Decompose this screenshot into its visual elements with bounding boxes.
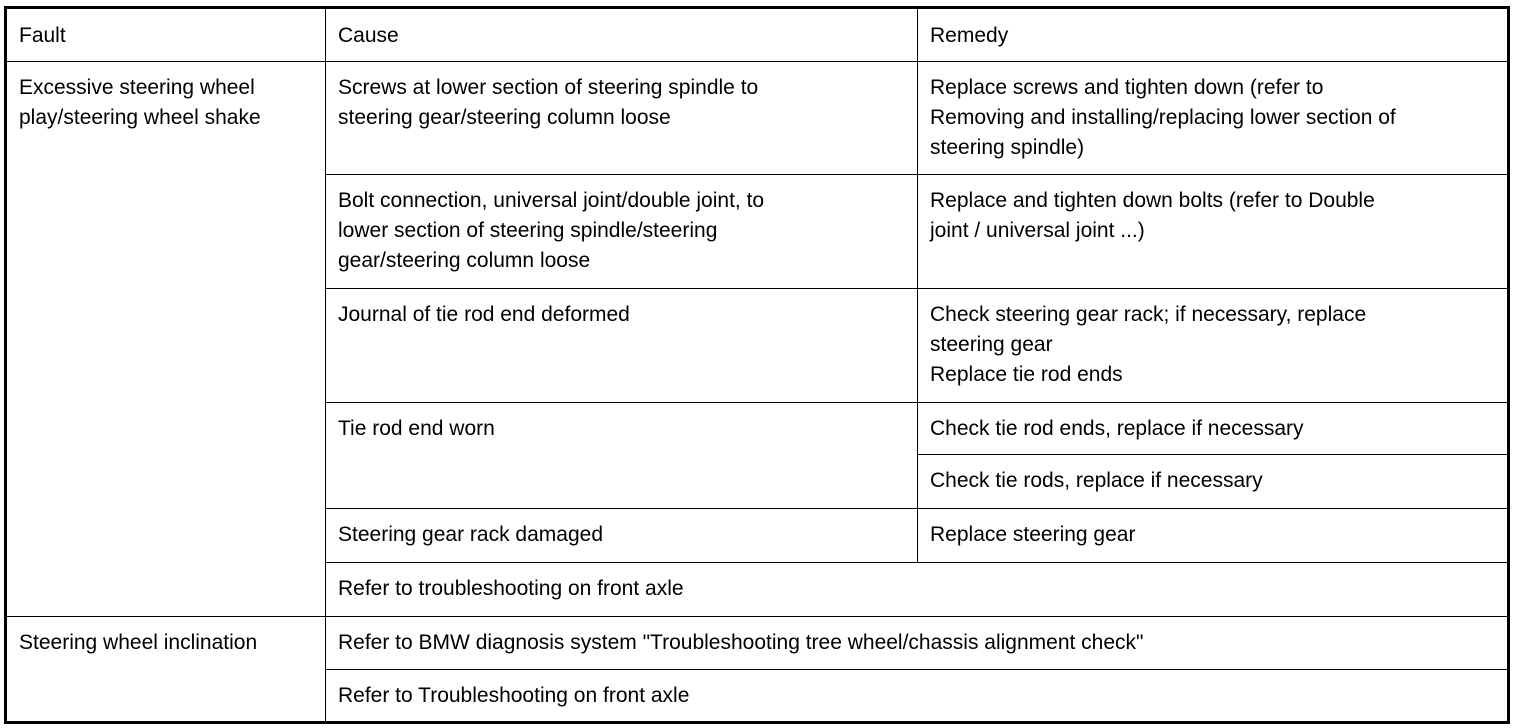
remedy-text-line: steering spindle) bbox=[930, 136, 1085, 159]
header-remedy bbox=[918, 8, 1509, 62]
fault-cell-steering-inclination bbox=[6, 617, 326, 723]
remedy-text-line: Check tie rod ends, replace if necessary bbox=[930, 417, 1304, 440]
merged-cause-remedy-cell bbox=[326, 617, 1509, 670]
remedy-text-line: Removing and installing/replacing lower section of bbox=[930, 106, 1396, 129]
cause-text-line: lower section of steering spindle/steering bbox=[338, 219, 718, 242]
cause-text-line: Steering gear rack damaged bbox=[338, 523, 603, 546]
troubleshooting-table-container bbox=[4, 6, 1507, 724]
remedy-text-line: steering gear bbox=[930, 333, 1053, 356]
merged-cause-remedy-cell bbox=[326, 670, 1509, 723]
table-row bbox=[6, 617, 1509, 670]
remedy-text-line: joint / universal joint ...) bbox=[930, 219, 1145, 242]
remedy-text-line: Replace steering gear bbox=[930, 523, 1136, 546]
header-fault-label: Fault bbox=[19, 24, 66, 47]
table-header-row bbox=[6, 8, 1509, 62]
remedy-text-line: Replace screws and tighten down (refer to bbox=[930, 76, 1324, 99]
remedy-text-line: Replace and tighten down bolts (refer to Double bbox=[930, 189, 1375, 212]
remedy-cell bbox=[918, 289, 1509, 403]
fault-cell-steering-play bbox=[6, 62, 326, 617]
cause-cell bbox=[326, 403, 918, 509]
remedy-cell bbox=[918, 509, 1509, 563]
table-row bbox=[6, 62, 1509, 175]
remedy-text-line: Check tie rods, replace if necessary bbox=[930, 469, 1263, 492]
remedy-cell bbox=[918, 175, 1509, 289]
fault-text-line: play/steering wheel shake bbox=[19, 106, 261, 129]
header-cause bbox=[326, 8, 918, 62]
merged-cause-remedy-cell bbox=[326, 563, 1509, 617]
header-fault bbox=[6, 8, 326, 62]
fault-text-line: Steering wheel inclination bbox=[19, 631, 258, 654]
remedy-cell bbox=[918, 403, 1509, 455]
cause-cell bbox=[326, 289, 918, 403]
header-cause-label: Cause bbox=[338, 24, 399, 47]
cause-cell bbox=[326, 62, 918, 175]
fault-text-line: Excessive steering wheel bbox=[19, 76, 255, 99]
merged-text-line: Refer to troubleshooting on front axle bbox=[338, 577, 684, 600]
cause-text-line: Screws at lower section of steering spindle to bbox=[338, 76, 759, 99]
remedy-text-line: Check steering gear rack; if necessary, replace bbox=[930, 303, 1367, 326]
remedy-text-line: Replace tie rod ends bbox=[930, 363, 1123, 386]
troubleshooting-table bbox=[4, 6, 1510, 724]
merged-text-line: Refer to Troubleshooting on front axle bbox=[338, 684, 690, 707]
cause-cell bbox=[326, 509, 918, 563]
cause-text-line: Journal of tie rod end deformed bbox=[338, 303, 630, 326]
remedy-cell bbox=[918, 455, 1509, 509]
cause-text-line: Tie rod end worn bbox=[338, 417, 495, 440]
cause-text-line: steering gear/steering column loose bbox=[338, 106, 671, 129]
cause-text-line: gear/steering column loose bbox=[338, 249, 591, 272]
merged-text-line: Refer to BMW diagnosis system "Troubleshooting tree wheel/chassis alignment check" bbox=[338, 631, 1144, 654]
header-remedy-label: Remedy bbox=[930, 24, 1009, 47]
cause-cell bbox=[326, 175, 918, 289]
cause-text-line: Bolt connection, universal joint/double joint, to bbox=[338, 189, 765, 212]
remedy-cell bbox=[918, 62, 1509, 175]
